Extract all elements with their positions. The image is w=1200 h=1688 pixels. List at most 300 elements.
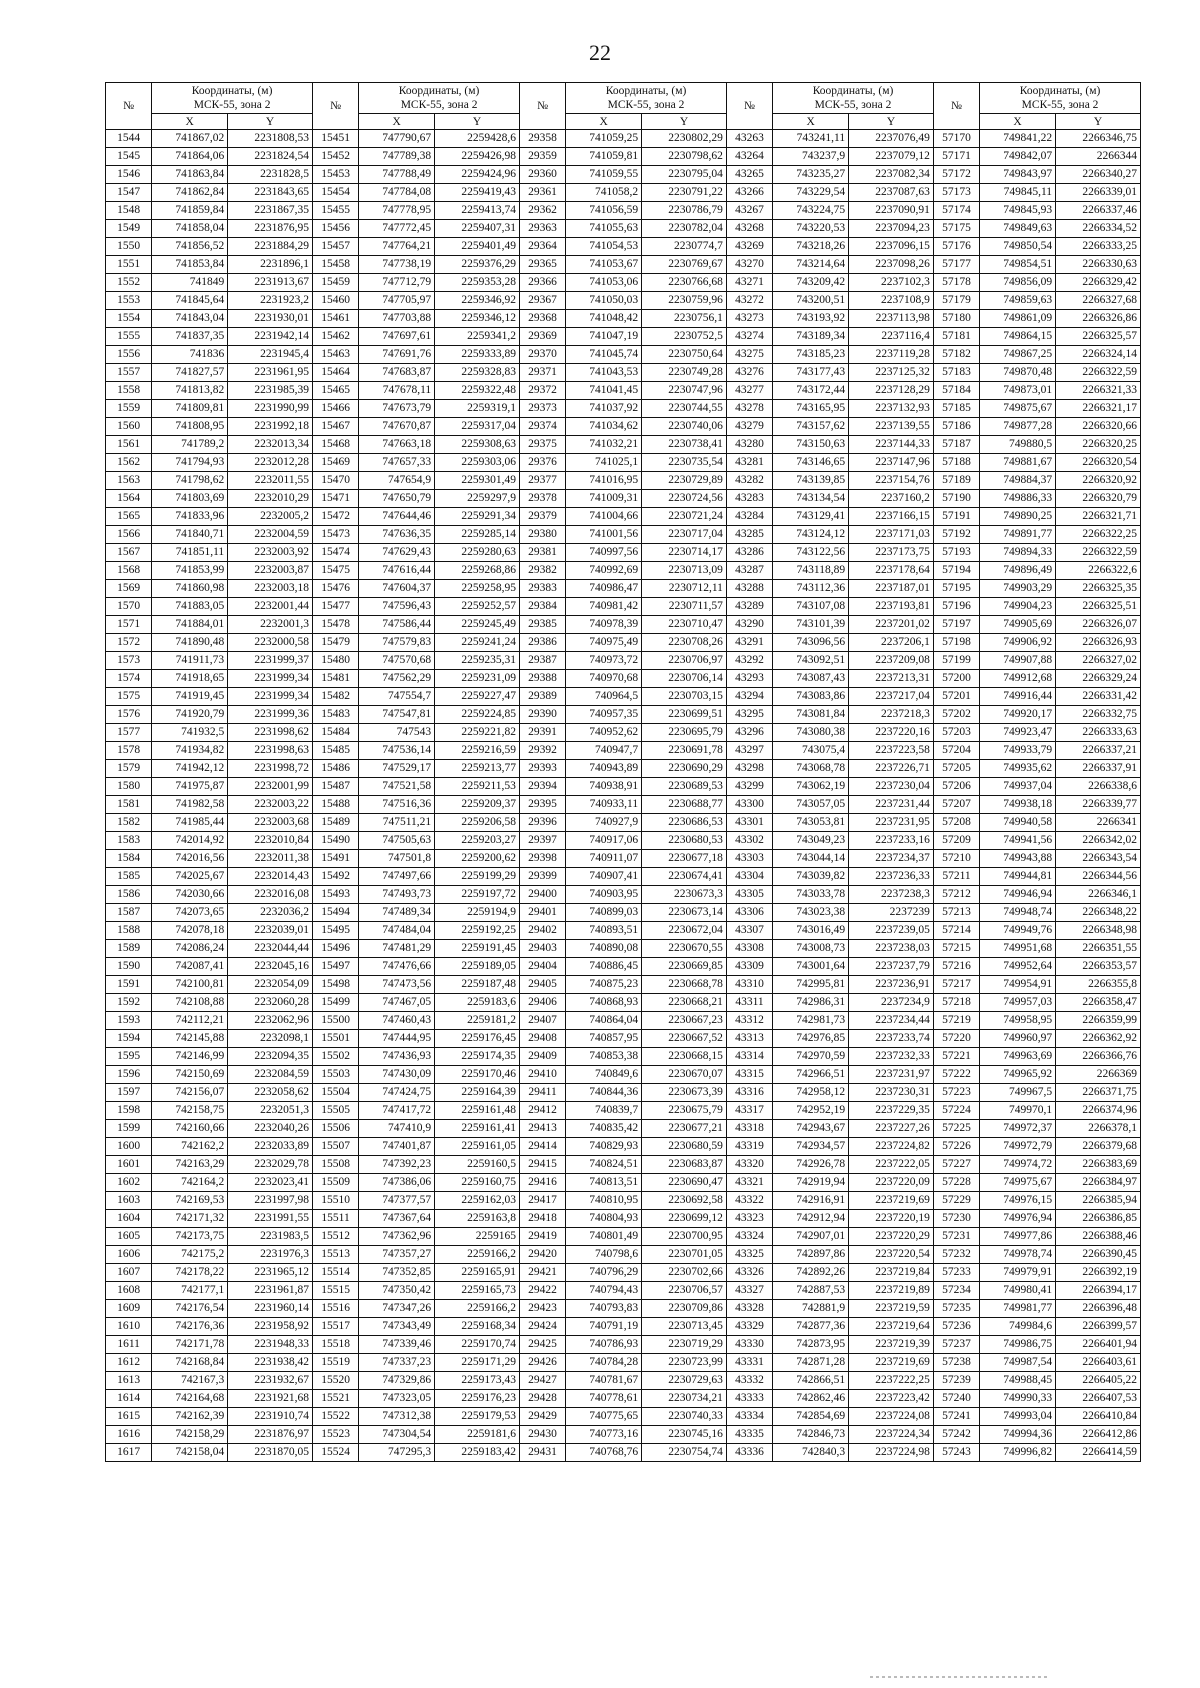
point-number: 43289	[726, 598, 772, 616]
coord-y: 2259322,48	[435, 382, 520, 400]
coord-y: 2266410,84	[1056, 1408, 1141, 1426]
coord-x: 741845,64	[152, 292, 228, 310]
coord-y: 2259206,58	[435, 814, 520, 832]
table-row	[106, 724, 1141, 742]
table-row	[106, 940, 1141, 958]
point-number: 43284	[726, 508, 772, 526]
point-number: 15516	[312, 1300, 358, 1318]
coord-y: 2237237,79	[849, 958, 934, 976]
coord-x: 742016,56	[152, 850, 228, 868]
coord-y: 2237232,33	[849, 1048, 934, 1066]
header-x-5: X	[980, 114, 1056, 130]
point-number: 43325	[726, 1246, 772, 1264]
point-number: 15522	[312, 1408, 358, 1426]
coord-x: 741919,45	[152, 688, 228, 706]
coord-y: 2237125,32	[849, 364, 934, 382]
coord-x: 741050,03	[566, 292, 642, 310]
point-number: 1616	[106, 1426, 152, 1444]
coord-y: 2266326,93	[1056, 634, 1141, 652]
coord-y: 2230740,33	[642, 1408, 727, 1426]
coord-y: 2232011,38	[228, 850, 313, 868]
coord-x: 747501,8	[359, 850, 435, 868]
coord-y: 2259183,6	[435, 994, 520, 1012]
coord-x: 740784,28	[566, 1354, 642, 1372]
point-number: 15488	[312, 796, 358, 814]
coord-x: 747712,79	[359, 274, 435, 292]
point-number: 57212	[933, 886, 979, 904]
coord-x: 742100,81	[152, 976, 228, 994]
coord-y: 2259428,6	[435, 130, 520, 148]
coord-y: 2259161,05	[435, 1138, 520, 1156]
point-number: 43306	[726, 904, 772, 922]
header-coordinates-1	[152, 83, 313, 114]
coord-y: 2259168,34	[435, 1318, 520, 1336]
point-number: 15471	[312, 490, 358, 508]
table-row	[106, 220, 1141, 238]
coord-y: 2266383,69	[1056, 1156, 1141, 1174]
coord-x: 740868,93	[566, 994, 642, 1012]
coord-y: 2230756,1	[642, 310, 727, 328]
point-number: 57208	[933, 814, 979, 832]
point-number: 29381	[519, 544, 565, 562]
coord-x: 742887,53	[773, 1282, 849, 1300]
coord-x: 740791,19	[566, 1318, 642, 1336]
point-number: 57237	[933, 1336, 979, 1354]
coord-x: 741059,81	[566, 148, 642, 166]
table-row	[106, 994, 1141, 1012]
coord-y: 2237234,44	[849, 1012, 934, 1030]
point-number: 1599	[106, 1120, 152, 1138]
table-row	[106, 436, 1141, 454]
point-number: 15453	[312, 166, 358, 184]
coord-y: 2259211,53	[435, 778, 520, 796]
point-number: 57174	[933, 202, 979, 220]
coord-x: 742926,78	[773, 1156, 849, 1174]
point-number: 43324	[726, 1228, 772, 1246]
point-number: 15491	[312, 850, 358, 868]
coord-y: 2266344,56	[1056, 868, 1141, 886]
point-number: 1583	[106, 832, 152, 850]
coord-x: 743062,19	[773, 778, 849, 796]
point-number: 15476	[312, 580, 358, 598]
coord-x: 749850,54	[980, 238, 1056, 256]
coord-y: 2266322,25	[1056, 526, 1141, 544]
coord-y: 2231870,05	[228, 1444, 313, 1462]
coord-x: 741016,95	[566, 472, 642, 490]
coordinates-table	[105, 82, 1141, 1462]
coord-x: 742078,18	[152, 922, 228, 940]
coord-x: 740943,89	[566, 760, 642, 778]
point-number: 43305	[726, 886, 772, 904]
point-number: 15519	[312, 1354, 358, 1372]
coord-y: 2237171,03	[849, 526, 934, 544]
point-number: 29359	[519, 148, 565, 166]
point-number: 15472	[312, 508, 358, 526]
coord-x: 747554,7	[359, 688, 435, 706]
header-coordinates-3	[566, 83, 727, 114]
table-row	[106, 382, 1141, 400]
coord-x: 749977,86	[980, 1228, 1056, 1246]
table-row	[106, 1300, 1141, 1318]
coord-y: 2230729,63	[642, 1372, 727, 1390]
point-number: 29421	[519, 1264, 565, 1282]
coord-x: 742173,75	[152, 1228, 228, 1246]
point-number: 29378	[519, 490, 565, 508]
point-number: 29377	[519, 472, 565, 490]
point-number: 43268	[726, 220, 772, 238]
table-row	[106, 1390, 1141, 1408]
coord-x: 747697,61	[359, 328, 435, 346]
table-row	[106, 670, 1141, 688]
coord-x: 749957,03	[980, 994, 1056, 1012]
point-number: 43311	[726, 994, 772, 1012]
coord-x: 743008,73	[773, 940, 849, 958]
coord-x: 749905,69	[980, 616, 1056, 634]
coord-y: 2231961,87	[228, 1282, 313, 1300]
coord-y: 2259162,03	[435, 1192, 520, 1210]
coord-y: 2231998,72	[228, 760, 313, 778]
point-number: 57207	[933, 796, 979, 814]
point-number: 29372	[519, 382, 565, 400]
coord-y: 2231998,62	[228, 724, 313, 742]
point-number: 1611	[106, 1336, 152, 1354]
coord-x: 740835,42	[566, 1120, 642, 1138]
coord-y: 2232003,87	[228, 562, 313, 580]
coord-x: 749994,36	[980, 1426, 1056, 1444]
coord-x: 742934,57	[773, 1138, 849, 1156]
coord-y: 2259268,86	[435, 562, 520, 580]
coord-x: 742158,04	[152, 1444, 228, 1462]
coord-y: 2266414,59	[1056, 1444, 1141, 1462]
point-number: 29417	[519, 1192, 565, 1210]
coord-x: 742175,2	[152, 1246, 228, 1264]
point-number: 43328	[726, 1300, 772, 1318]
point-number: 15469	[312, 454, 358, 472]
coord-x: 741867,02	[152, 130, 228, 148]
coord-x: 740997,56	[566, 544, 642, 562]
point-number: 15480	[312, 652, 358, 670]
point-number: 1571	[106, 616, 152, 634]
coord-y: 2259181,2	[435, 1012, 520, 1030]
point-number: 29426	[519, 1354, 565, 1372]
coord-y: 2266330,63	[1056, 256, 1141, 274]
coord-y: 2266358,47	[1056, 994, 1141, 1012]
coord-x: 743134,54	[773, 490, 849, 508]
point-number: 15508	[312, 1156, 358, 1174]
table-row	[106, 1138, 1141, 1156]
coord-x: 741827,57	[152, 364, 228, 382]
point-number: 43312	[726, 1012, 772, 1030]
coord-x: 740781,67	[566, 1372, 642, 1390]
coord-x: 742995,81	[773, 976, 849, 994]
coord-y: 2266320,54	[1056, 454, 1141, 472]
coord-x: 747764,21	[359, 238, 435, 256]
coord-y: 2230668,78	[642, 976, 727, 994]
coord-x: 741982,58	[152, 796, 228, 814]
table-header	[106, 83, 1141, 130]
coord-x: 743083,86	[773, 688, 849, 706]
coord-x: 741853,99	[152, 562, 228, 580]
coord-y: 2230677,21	[642, 1120, 727, 1138]
header-x-2: X	[359, 114, 435, 130]
coord-x: 741858,04	[152, 220, 228, 238]
point-number: 43335	[726, 1426, 772, 1444]
point-number: 1598	[106, 1102, 152, 1120]
coord-x: 749978,74	[980, 1246, 1056, 1264]
point-number: 1544	[106, 130, 152, 148]
point-number: 1577	[106, 724, 152, 742]
coord-y: 2230752,5	[642, 328, 727, 346]
point-number: 15468	[312, 436, 358, 454]
coord-y: 2237213,31	[849, 670, 934, 688]
coord-y: 2232029,78	[228, 1156, 313, 1174]
point-number: 29364	[519, 238, 565, 256]
coord-x: 741004,66	[566, 508, 642, 526]
point-number: 15524	[312, 1444, 358, 1462]
coord-x: 741059,25	[566, 130, 642, 148]
coord-x: 747444,95	[359, 1030, 435, 1048]
coord-x: 749935,62	[980, 760, 1056, 778]
point-number: 43330	[726, 1336, 772, 1354]
coord-y: 2237220,54	[849, 1246, 934, 1264]
header-x-4: X	[773, 114, 849, 130]
coord-x: 749870,48	[980, 364, 1056, 382]
coord-x: 749867,25	[980, 346, 1056, 364]
point-number: 43302	[726, 832, 772, 850]
coord-y: 2230734,21	[642, 1390, 727, 1408]
coord-x: 742919,94	[773, 1174, 849, 1192]
point-number: 57201	[933, 688, 979, 706]
point-number: 1605	[106, 1228, 152, 1246]
table-row	[106, 1012, 1141, 1030]
point-number: 1559	[106, 400, 152, 418]
coord-x: 742846,73	[773, 1426, 849, 1444]
coord-x: 741041,45	[566, 382, 642, 400]
coord-y: 2266374,96	[1056, 1102, 1141, 1120]
coord-y: 2266326,86	[1056, 310, 1141, 328]
coord-x: 742958,12	[773, 1084, 849, 1102]
point-number: 43309	[726, 958, 772, 976]
coord-y: 2232062,96	[228, 1012, 313, 1030]
point-number: 15482	[312, 688, 358, 706]
coord-x: 741849	[152, 274, 228, 292]
coord-y: 2231910,74	[228, 1408, 313, 1426]
coord-y: 2259401,49	[435, 238, 520, 256]
coord-x: 742854,69	[773, 1408, 849, 1426]
coord-x: 747357,27	[359, 1246, 435, 1264]
coord-x: 741862,84	[152, 184, 228, 202]
coord-y: 2259227,47	[435, 688, 520, 706]
coord-y: 2231828,5	[228, 166, 313, 184]
coord-x: 749946,94	[980, 886, 1056, 904]
coord-y: 2259191,45	[435, 940, 520, 958]
coord-y: 2231808,53	[228, 130, 313, 148]
point-number: 1574	[106, 670, 152, 688]
point-number: 43265	[726, 166, 772, 184]
coord-y: 2259319,1	[435, 400, 520, 418]
table-row	[106, 742, 1141, 760]
coord-x: 747386,06	[359, 1174, 435, 1192]
coord-y: 2230712,11	[642, 580, 727, 598]
table-row	[106, 310, 1141, 328]
coord-x: 740849,6	[566, 1066, 642, 1084]
coord-x: 749988,45	[980, 1372, 1056, 1390]
coord-y: 2232051,3	[228, 1102, 313, 1120]
coord-x: 749854,51	[980, 256, 1056, 274]
coord-y: 2231930,01	[228, 310, 313, 328]
point-number: 43316	[726, 1084, 772, 1102]
point-number: 57185	[933, 400, 979, 418]
coord-y: 2237219,69	[849, 1354, 934, 1372]
point-number: 57177	[933, 256, 979, 274]
coord-y: 2232000,58	[228, 634, 313, 652]
point-number: 15492	[312, 868, 358, 886]
coord-x: 749903,29	[980, 580, 1056, 598]
table-row	[106, 1372, 1141, 1390]
coord-y: 2237224,82	[849, 1138, 934, 1156]
coord-y: 2230668,15	[642, 1048, 727, 1066]
coord-y: 2266351,55	[1056, 940, 1141, 958]
coord-x: 749842,07	[980, 148, 1056, 166]
coord-y: 2237173,75	[849, 544, 934, 562]
point-number: 57233	[933, 1264, 979, 1282]
coord-y: 2259328,83	[435, 364, 520, 382]
table-row	[106, 1264, 1141, 1282]
coord-y: 2232045,16	[228, 958, 313, 976]
point-number: 43290	[726, 616, 772, 634]
coord-y: 2230706,57	[642, 1282, 727, 1300]
table-row	[106, 490, 1141, 508]
coord-y: 2230782,04	[642, 220, 727, 238]
coord-x: 740786,93	[566, 1336, 642, 1354]
coord-y: 2230706,97	[642, 652, 727, 670]
coord-x: 749864,15	[980, 328, 1056, 346]
point-number: 57172	[933, 166, 979, 184]
point-number: 1589	[106, 940, 152, 958]
point-number: 29375	[519, 436, 565, 454]
table-row	[106, 292, 1141, 310]
coord-y: 2230754,74	[642, 1444, 727, 1462]
point-number: 57197	[933, 616, 979, 634]
coord-y: 2237222,05	[849, 1156, 934, 1174]
point-number: 57214	[933, 922, 979, 940]
point-number: 29383	[519, 580, 565, 598]
coord-y: 2259166,2	[435, 1300, 520, 1318]
point-number: 43276	[726, 364, 772, 382]
coord-x: 747505,63	[359, 832, 435, 850]
coord-x: 747511,21	[359, 814, 435, 832]
coord-y: 2259291,34	[435, 508, 520, 526]
coord-y: 2237219,89	[849, 1282, 934, 1300]
coord-y: 2230713,09	[642, 562, 727, 580]
coord-y: 2259297,9	[435, 490, 520, 508]
coord-y: 2232001,44	[228, 598, 313, 616]
header-y-2: Y	[435, 114, 520, 130]
coord-x: 749877,28	[980, 418, 1056, 436]
coord-x: 743241,11	[773, 130, 849, 148]
coord-y: 2259285,14	[435, 526, 520, 544]
point-number: 15478	[312, 616, 358, 634]
coord-x: 749940,58	[980, 814, 1056, 832]
coord-y: 2232058,62	[228, 1084, 313, 1102]
coord-y: 2259161,41	[435, 1120, 520, 1138]
coord-y: 2237128,29	[849, 382, 934, 400]
point-number: 15497	[312, 958, 358, 976]
point-number: 29362	[519, 202, 565, 220]
coord-y: 2237220,19	[849, 1210, 934, 1228]
coord-x: 740824,51	[566, 1156, 642, 1174]
coord-y: 2266355,8	[1056, 976, 1141, 994]
page-number: 22	[589, 40, 611, 65]
coord-x: 747493,73	[359, 886, 435, 904]
coord-y: 2230795,04	[642, 166, 727, 184]
coord-y: 2266320,92	[1056, 472, 1141, 490]
coord-x: 741883,05	[152, 598, 228, 616]
coord-y: 2266412,86	[1056, 1426, 1141, 1444]
table-row	[106, 796, 1141, 814]
header-y-3: Y	[642, 114, 727, 130]
coord-x: 740886,45	[566, 958, 642, 976]
coord-x: 741836	[152, 346, 228, 364]
coord-x: 749912,68	[980, 670, 1056, 688]
point-number: 57239	[933, 1372, 979, 1390]
point-number: 15474	[312, 544, 358, 562]
table-row	[106, 1426, 1141, 1444]
coord-y: 2232036,2	[228, 904, 313, 922]
point-number: 43282	[726, 472, 772, 490]
coord-x: 747604,37	[359, 580, 435, 598]
point-number: 1580	[106, 778, 152, 796]
point-number: 15494	[312, 904, 358, 922]
coord-y: 2237219,59	[849, 1300, 934, 1318]
coord-x: 740938,91	[566, 778, 642, 796]
point-number: 43315	[726, 1066, 772, 1084]
header-y-1: Y	[228, 114, 313, 130]
coord-x: 741053,06	[566, 274, 642, 292]
coord-x: 749958,95	[980, 1012, 1056, 1030]
coord-y: 2231824,54	[228, 148, 313, 166]
coord-x: 747339,46	[359, 1336, 435, 1354]
coord-x: 747790,67	[359, 130, 435, 148]
coord-x: 743092,51	[773, 652, 849, 670]
point-number: 43266	[726, 184, 772, 202]
coord-x: 740992,69	[566, 562, 642, 580]
point-number: 29358	[519, 130, 565, 148]
coord-y: 2259171,29	[435, 1354, 520, 1372]
coord-x: 749951,68	[980, 940, 1056, 958]
point-number: 1561	[106, 436, 152, 454]
coord-x: 747654,9	[359, 472, 435, 490]
coord-x: 742862,46	[773, 1390, 849, 1408]
coord-y: 2266333,63	[1056, 724, 1141, 742]
coord-y: 2231945,4	[228, 346, 313, 364]
coord-y: 2237234,37	[849, 850, 934, 868]
coord-y: 2259213,77	[435, 760, 520, 778]
point-number: 57229	[933, 1192, 979, 1210]
coord-y: 2259181,6	[435, 1426, 520, 1444]
point-number: 57187	[933, 436, 979, 454]
point-number: 57179	[933, 292, 979, 310]
coord-y: 2266346,75	[1056, 130, 1141, 148]
table-row	[106, 454, 1141, 472]
coord-x: 740829,93	[566, 1138, 642, 1156]
coord-x: 743081,84	[773, 706, 849, 724]
coord-x: 749976,94	[980, 1210, 1056, 1228]
coord-y: 2266338,6	[1056, 778, 1141, 796]
coord-x: 743146,65	[773, 454, 849, 472]
coord-x: 740773,16	[566, 1426, 642, 1444]
point-number: 29410	[519, 1066, 565, 1084]
